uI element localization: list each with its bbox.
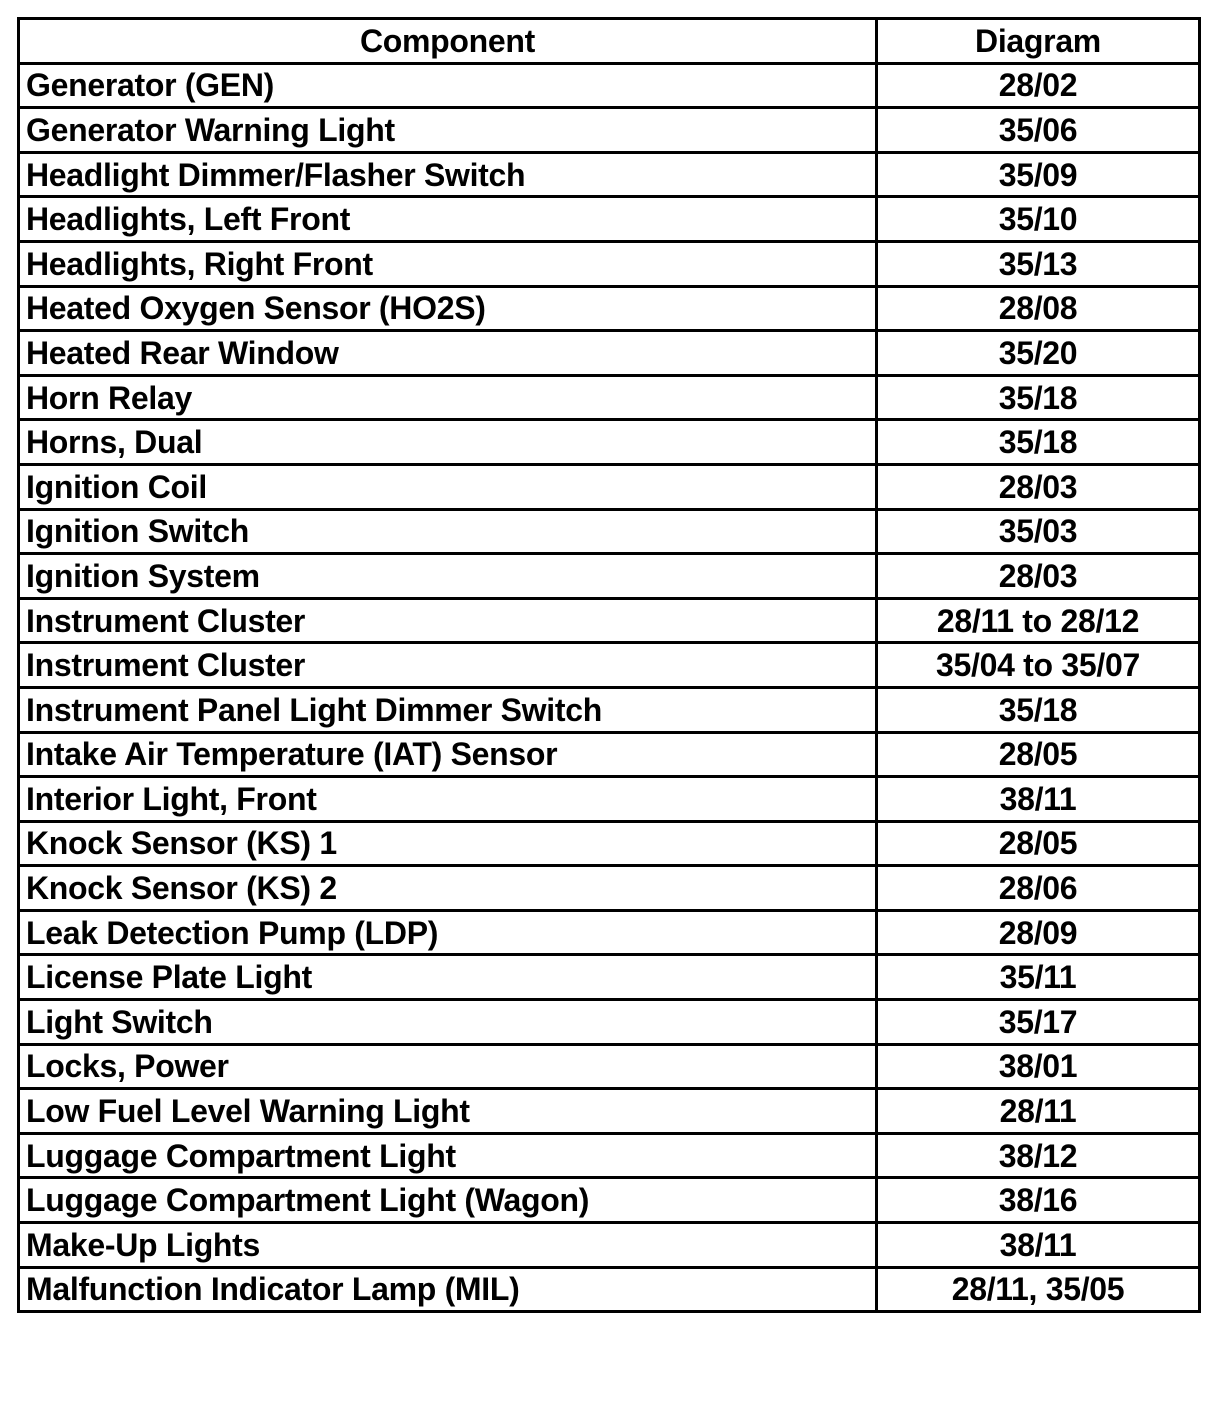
component-cell: Knock Sensor (KS) 2 <box>19 866 877 911</box>
table-row <box>19 821 1200 866</box>
table-row <box>19 1000 1200 1045</box>
table-row <box>19 152 1200 197</box>
component-cell: Locks, Power <box>19 1044 877 1089</box>
diagram-cell: 35/11 <box>877 955 1200 1000</box>
table-row <box>19 509 1200 554</box>
table-row <box>19 464 1200 509</box>
table-row <box>19 375 1200 420</box>
table-row <box>19 643 1200 688</box>
diagram-cell: 38/12 <box>877 1133 1200 1178</box>
component-cell: Knock Sensor (KS) 1 <box>19 821 877 866</box>
component-cell: Headlights, Right Front <box>19 241 877 286</box>
component-cell: Headlight Dimmer/Flasher Switch <box>19 152 877 197</box>
diagram-cell: 28/05 <box>877 732 1200 777</box>
diagram-cell: 38/16 <box>877 1178 1200 1223</box>
diagram-cell: 28/02 <box>877 63 1200 108</box>
table-row <box>19 241 1200 286</box>
component-cell: Malfunction Indicator Lamp (MIL) <box>19 1267 877 1312</box>
diagram-cell: 38/01 <box>877 1044 1200 1089</box>
table-row <box>19 331 1200 376</box>
diagram-cell: 38/11 <box>877 777 1200 822</box>
diagram-cell: 35/10 <box>877 197 1200 242</box>
table-row <box>19 1044 1200 1089</box>
table-row <box>19 598 1200 643</box>
column-header-component: Component <box>19 19 877 64</box>
table-row <box>19 732 1200 777</box>
table-row <box>19 910 1200 955</box>
table-row <box>19 554 1200 599</box>
diagram-cell: 28/06 <box>877 866 1200 911</box>
diagram-cell: 28/11 to 28/12 <box>877 598 1200 643</box>
table-header-row <box>19 19 1200 64</box>
component-cell: Light Switch <box>19 1000 877 1045</box>
table-row <box>19 955 1200 1000</box>
diagram-cell: 28/03 <box>877 464 1200 509</box>
diagram-cell: 28/11, 35/05 <box>877 1267 1200 1312</box>
component-cell: Ignition Coil <box>19 464 877 509</box>
table-row <box>19 63 1200 108</box>
table-row <box>19 108 1200 153</box>
diagram-cell: 35/18 <box>877 420 1200 465</box>
table-row <box>19 866 1200 911</box>
component-cell: Interior Light, Front <box>19 777 877 822</box>
component-cell: Make-Up Lights <box>19 1223 877 1268</box>
component-cell: Generator (GEN) <box>19 63 877 108</box>
diagram-cell: 35/03 <box>877 509 1200 554</box>
table-row <box>19 1089 1200 1134</box>
diagram-cell: 28/09 <box>877 910 1200 955</box>
component-cell: Instrument Panel Light Dimmer Switch <box>19 687 877 732</box>
diagram-cell: 28/08 <box>877 286 1200 331</box>
diagram-cell: 38/11 <box>877 1223 1200 1268</box>
component-cell: Horns, Dual <box>19 420 877 465</box>
component-cell: Instrument Cluster <box>19 598 877 643</box>
component-cell: Leak Detection Pump (LDP) <box>19 910 877 955</box>
diagram-cell: 28/05 <box>877 821 1200 866</box>
table-row <box>19 420 1200 465</box>
table-row <box>19 1223 1200 1268</box>
component-cell: Intake Air Temperature (IAT) Sensor <box>19 732 877 777</box>
diagram-cell: 35/18 <box>877 375 1200 420</box>
component-cell: Ignition Switch <box>19 509 877 554</box>
component-cell: License Plate Light <box>19 955 877 1000</box>
component-cell: Ignition System <box>19 554 877 599</box>
diagram-cell: 35/17 <box>877 1000 1200 1045</box>
component-cell: Heated Oxygen Sensor (HO2S) <box>19 286 877 331</box>
diagram-cell: 35/18 <box>877 687 1200 732</box>
column-header-diagram: Diagram <box>877 19 1200 64</box>
component-cell: Luggage Compartment Light (Wagon) <box>19 1178 877 1223</box>
table-row <box>19 286 1200 331</box>
component-cell: Instrument Cluster <box>19 643 877 688</box>
diagram-cell: 35/13 <box>877 241 1200 286</box>
diagram-cell: 35/20 <box>877 331 1200 376</box>
diagram-cell: 28/03 <box>877 554 1200 599</box>
diagram-cell: 35/06 <box>877 108 1200 153</box>
diagram-cell: 28/11 <box>877 1089 1200 1134</box>
component-cell: Headlights, Left Front <box>19 197 877 242</box>
diagram-cell: 35/09 <box>877 152 1200 197</box>
component-cell: Horn Relay <box>19 375 877 420</box>
table-row <box>19 687 1200 732</box>
component-cell: Luggage Compartment Light <box>19 1133 877 1178</box>
component-cell: Generator Warning Light <box>19 108 877 153</box>
component-cell: Heated Rear Window <box>19 331 877 376</box>
component-diagram-table <box>17 17 1201 1313</box>
table-row <box>19 1133 1200 1178</box>
component-cell: Low Fuel Level Warning Light <box>19 1089 877 1134</box>
table-row <box>19 777 1200 822</box>
diagram-cell: 35/04 to 35/07 <box>877 643 1200 688</box>
table-row <box>19 1178 1200 1223</box>
table-row <box>19 1267 1200 1312</box>
table-row <box>19 197 1200 242</box>
